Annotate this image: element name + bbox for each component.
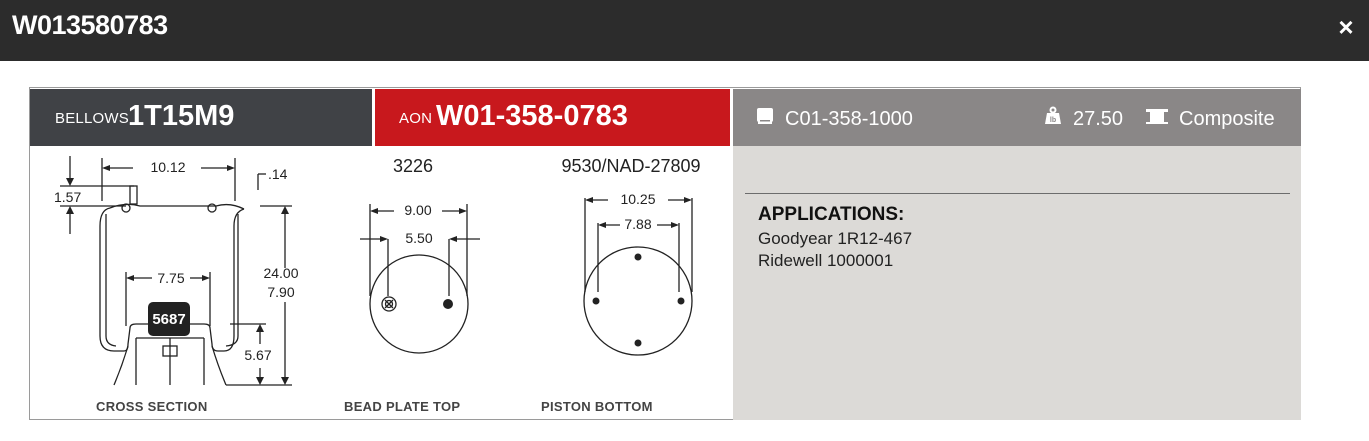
weight-icon bbox=[1043, 106, 1063, 132]
bellows-band bbox=[30, 89, 372, 146]
dim-height-min: 7.90 bbox=[267, 284, 295, 300]
title-bar bbox=[0, 0, 1369, 61]
bead-plate-number: 3226 bbox=[392, 156, 434, 176]
application-item: Goodyear 1R12-467 bbox=[758, 229, 913, 248]
part-icon bbox=[755, 106, 775, 132]
bead-plate-drawing bbox=[360, 204, 480, 353]
weight-value: 27.50 bbox=[1073, 107, 1124, 130]
piston-bottom-caption: PISTON BOTTOM bbox=[541, 399, 653, 414]
dim-piston-height: 5.67 bbox=[244, 347, 272, 363]
technical-drawings bbox=[30, 146, 733, 420]
part-number: C01-358-1000 bbox=[785, 107, 913, 130]
applications-title: APPLICATIONS: bbox=[758, 204, 905, 225]
dim-offset: .14 bbox=[268, 166, 288, 182]
dim-top-width: 10.12 bbox=[150, 159, 186, 175]
info-band bbox=[733, 89, 1301, 146]
material-value: Composite bbox=[1179, 107, 1275, 130]
dim-piston-inner: 7.88 bbox=[624, 216, 652, 232]
bellows-value: 1T15M9 bbox=[128, 100, 235, 132]
dim-piston-outer: 10.25 bbox=[620, 191, 656, 207]
dim-bead-outer: 9.00 bbox=[404, 202, 432, 218]
divider bbox=[745, 193, 1290, 194]
piston-label: 5687 bbox=[152, 311, 186, 328]
piston-bottom-number: 9530/NAD-27809 bbox=[561, 156, 701, 176]
dim-bead-inner: 5.50 bbox=[405, 230, 433, 246]
dim-piston-width: 7.75 bbox=[157, 270, 185, 286]
cross-section-caption: CROSS SECTION bbox=[96, 399, 208, 414]
application-item: Ridewell 1000001 bbox=[758, 251, 894, 270]
product-card bbox=[29, 87, 1301, 420]
weight-item bbox=[1043, 107, 1123, 131]
window-title: W013580783 bbox=[12, 10, 168, 40]
dim-top-height: 1.57 bbox=[54, 189, 82, 205]
material-item bbox=[1145, 107, 1275, 131]
aon-band bbox=[372, 89, 733, 146]
aon-label: AON bbox=[399, 110, 433, 127]
dim-height-max: 24.00 bbox=[263, 265, 299, 281]
close-icon[interactable]: × bbox=[1338, 12, 1354, 42]
aon-value: W01-358-0783 bbox=[436, 100, 628, 132]
applications-panel bbox=[733, 146, 1301, 420]
svg-text:lb: lb bbox=[1049, 117, 1057, 124]
bellows-label: BELLOWS bbox=[55, 110, 129, 127]
bead-plate-caption: BEAD PLATE TOP bbox=[344, 399, 461, 414]
material-icon bbox=[1145, 106, 1169, 132]
part-number-item bbox=[755, 107, 913, 131]
